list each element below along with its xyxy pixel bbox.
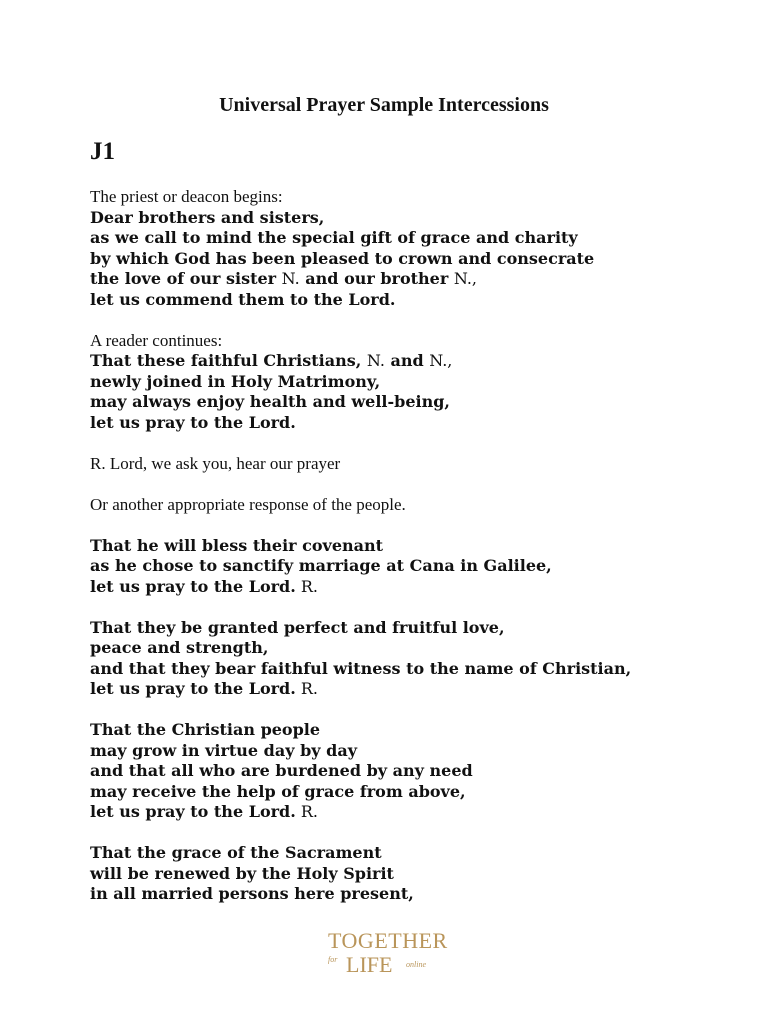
section-heading: J1 xyxy=(90,138,115,165)
line-segment: That he will bless their covenant xyxy=(90,535,384,555)
line-segment: may receive the help of grace from above, xyxy=(90,781,466,801)
page-title: Universal Prayer Sample Intercessions xyxy=(219,94,549,116)
line-segment: and xyxy=(384,351,430,370)
line-segment: R. Lord, we ask you, hear our prayer xyxy=(90,453,341,473)
prayer-line xyxy=(90,761,750,782)
prayer-line xyxy=(90,351,750,372)
prayer-block xyxy=(90,843,750,905)
rubric-text: A reader continues: xyxy=(90,330,223,350)
line-segment: newly joined in Holy Matrimony, xyxy=(90,371,381,391)
prayer-block xyxy=(90,495,750,516)
line-segment: and that they bear faithful witness to the name of Christian, xyxy=(90,658,632,678)
rubric-text: The priest or deacon begins: xyxy=(90,187,283,206)
line-segment: let us pray to the Lord. xyxy=(90,576,296,596)
line-segment: Dear brothers and sisters, xyxy=(90,207,325,227)
line-segment: let us pray to the Lord. xyxy=(90,802,296,821)
prayer-line xyxy=(90,884,750,905)
prayer-line xyxy=(90,679,750,700)
line-segment: will be renewed by the Holy Spirit xyxy=(90,863,394,883)
prayer-line xyxy=(90,782,750,803)
prayer-line xyxy=(90,208,750,229)
line-segment: peace and strength, xyxy=(90,638,269,657)
prayer-line xyxy=(90,659,750,680)
prayer-block xyxy=(90,618,750,700)
line-segment: That the Christian people xyxy=(90,720,321,739)
line-segment: R. xyxy=(295,679,319,698)
prayer-line xyxy=(90,556,750,577)
prayer-line xyxy=(90,372,750,393)
logo-word-online: online xyxy=(406,960,426,969)
line-segment: in all married persons here present, xyxy=(90,884,414,903)
prayer-line xyxy=(90,290,750,311)
prayer-line xyxy=(90,843,750,864)
prayer-line xyxy=(90,577,750,598)
line-segment: Or another appropriate response of the people. xyxy=(90,494,406,514)
prayer-line xyxy=(90,228,750,249)
logo-word-together: TOGETHER xyxy=(328,928,448,953)
prayer-line xyxy=(90,864,750,885)
line-segment: That they be granted perfect and fruitful love, xyxy=(90,617,505,637)
prayer-line xyxy=(90,741,750,762)
prayer-block xyxy=(90,187,750,310)
line-segment: N. xyxy=(281,269,300,288)
line-segment: R. xyxy=(295,802,319,821)
line-segment: may grow in virtue day by day xyxy=(90,740,357,760)
prayer-line xyxy=(90,802,750,823)
line-segment: N., xyxy=(429,351,453,370)
line-segment: and that all who are burdened by any need xyxy=(90,761,473,780)
line-segment: as he chose to sanctify marriage at Cana in Galilee, xyxy=(90,556,552,575)
prayer-line xyxy=(90,638,750,659)
prayer-line xyxy=(90,454,750,475)
prayer-line xyxy=(90,495,750,516)
prayer-line xyxy=(90,536,750,557)
line-segment: N., xyxy=(453,269,478,288)
prayer-line xyxy=(90,413,750,434)
together-for-life-logo xyxy=(326,926,446,980)
line-segment: R. xyxy=(295,576,319,596)
prayer-line xyxy=(90,249,750,270)
prayer-block xyxy=(90,454,750,475)
logo-word-for: for xyxy=(328,955,338,964)
line-segment: and our brother xyxy=(299,269,454,288)
prayer-body xyxy=(90,187,750,925)
line-segment: That the grace of the Sacrament xyxy=(90,843,382,862)
prayer-line xyxy=(90,269,750,290)
line-segment: may always enjoy health and well-being, xyxy=(90,392,450,411)
line-segment: by which God has been pleased to crown and consecrate xyxy=(90,248,595,268)
line-segment: That these faithful Christians, xyxy=(90,351,367,370)
prayer-block xyxy=(90,720,750,823)
prayer-line xyxy=(90,720,750,741)
line-segment: let us pray to the Lord. xyxy=(90,679,296,698)
logo-word-life: LIFE xyxy=(346,952,393,977)
line-segment: let us pray to the Lord. xyxy=(90,412,296,432)
prayer-block xyxy=(90,331,750,434)
line-segment: as we call to mind the special gift of grace and charity xyxy=(90,228,578,247)
prayer-line xyxy=(90,392,750,413)
line-segment: the love of our sister xyxy=(90,269,282,288)
prayer-line xyxy=(90,618,750,639)
prayer-block xyxy=(90,536,750,598)
line-segment: N. xyxy=(366,351,385,370)
line-segment: let us commend them to the Lord. xyxy=(90,289,396,309)
